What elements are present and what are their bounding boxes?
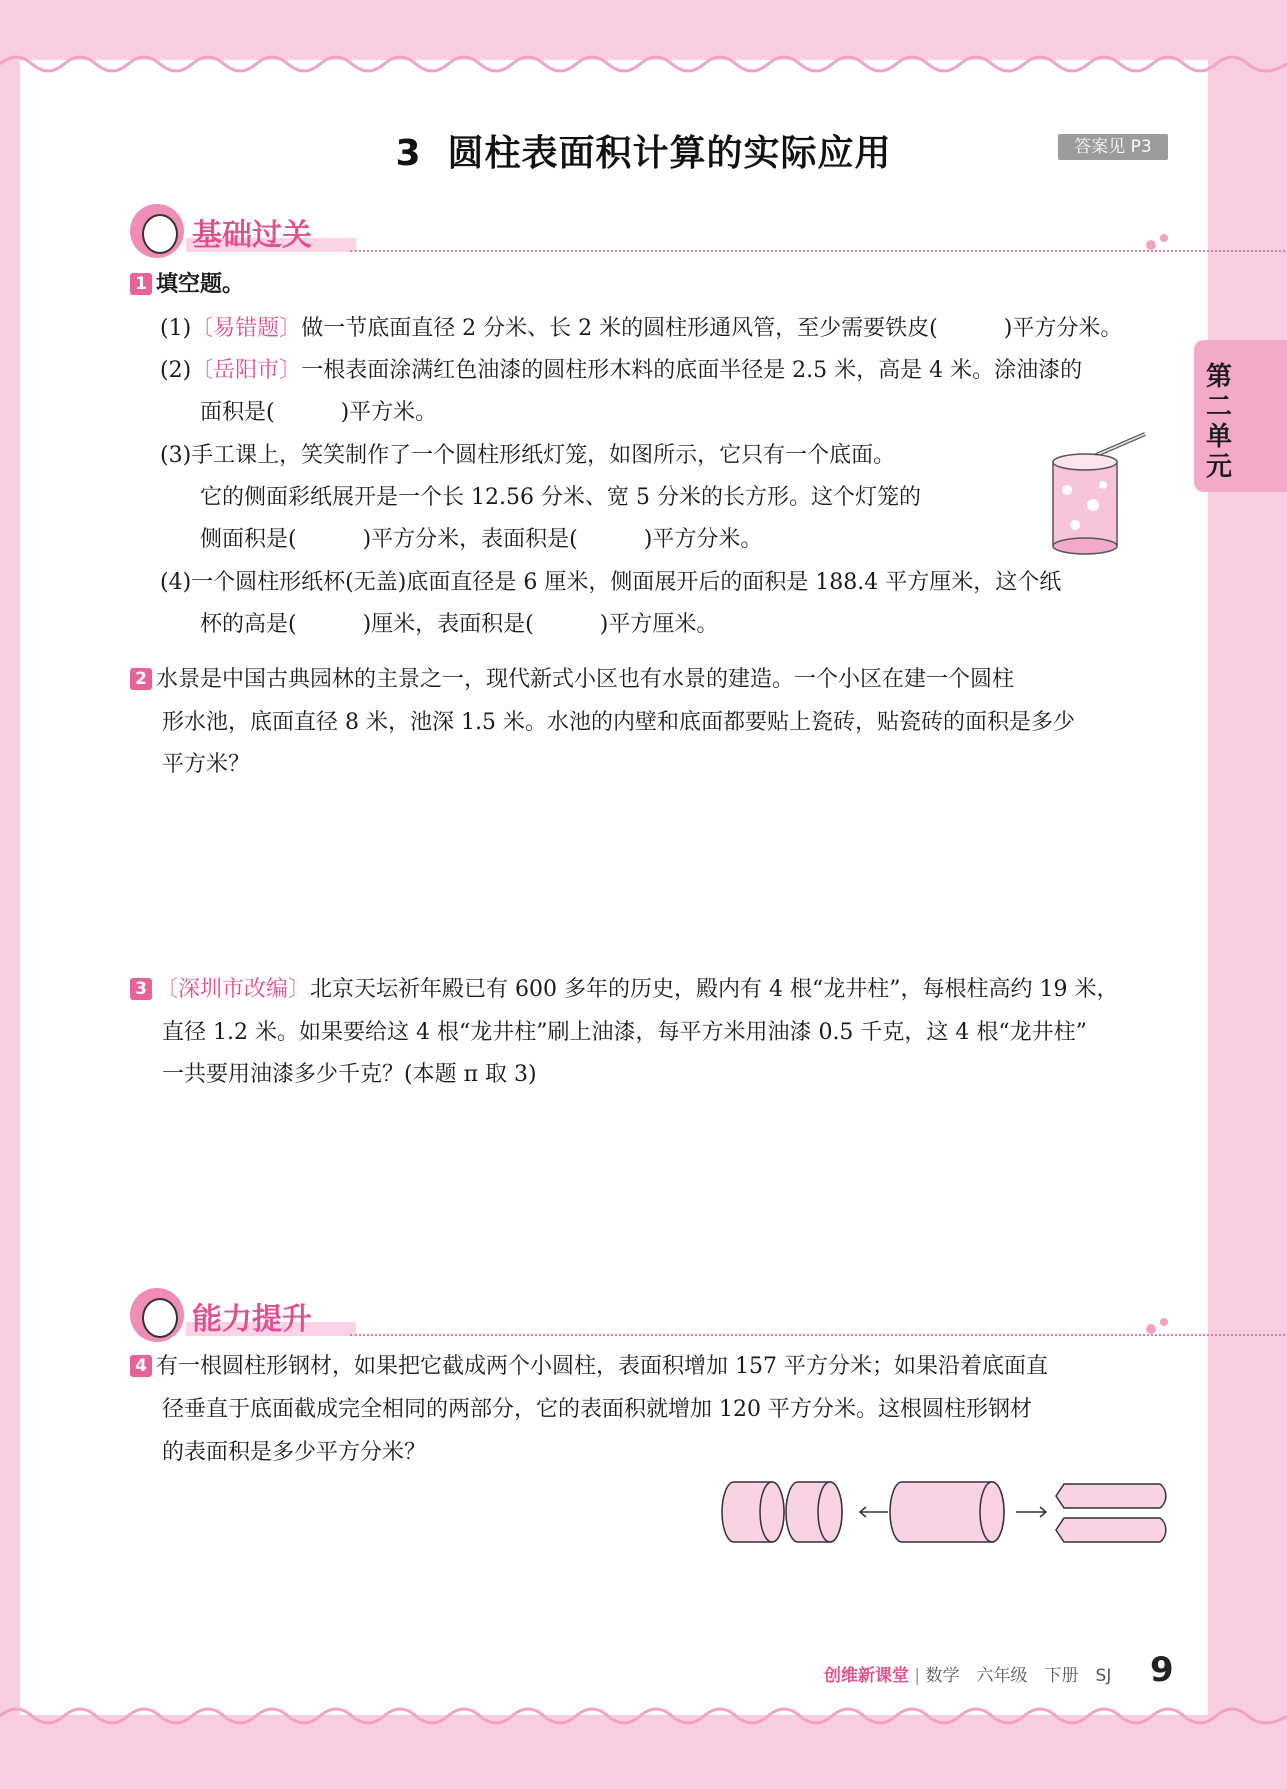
question-1-part-3-line2: 它的侧面彩纸展开是一个长 12.56 分米、宽 5 分米的长方形。这个灯笼的: [200, 485, 921, 510]
source-tag: 〔深圳市改编〕: [156, 977, 311, 1002]
section-label: 基础过关: [192, 218, 312, 253]
question-3-line3: 一共要用油漆多少千克？(本题 π 取 3): [162, 1062, 537, 1087]
question-4-line3: 的表面积是多少平方分米？: [162, 1440, 427, 1465]
decor-dot: [1160, 234, 1168, 242]
question-1-heading: [130, 270, 244, 300]
question-4-line1: [130, 1352, 1048, 1382]
source-tag: 〔易错题〕: [191, 316, 302, 341]
question-1-part-4-line1: (4)一个圆柱形纸杯(无盖)底面直径是 6 厘米，侧面展开后的面积是 188.4 平方厘米，这个纸: [160, 570, 1062, 595]
paper-lantern-illustration: [1045, 430, 1155, 555]
answer-reference-badge: 答案见 P3: [1058, 134, 1168, 160]
section-header-advanced: [130, 1288, 1170, 1348]
boy-avatar-icon: [130, 1288, 184, 1342]
bottom-wave-border: [0, 1696, 1287, 1736]
book-info: 数学 六年级 下册 SJ: [925, 1666, 1112, 1686]
tab-char: 元: [1205, 452, 1232, 482]
dotted-divider: [350, 250, 1285, 252]
source-tag: 〔岳阳市〕: [191, 358, 302, 383]
section-number: 3: [395, 133, 422, 174]
page-footer: 创维新课堂 | 数学 六年级 下册 SJ: [824, 1666, 1112, 1686]
tab-char: 二: [1205, 392, 1232, 422]
question-2-line2: 形水池，底面直径 8 米，池深 1.5 米。水池的内壁和底面都要贴上瓷砖，贴瓷砖的面积是多少: [162, 710, 1075, 735]
question-1-part-3-line1: (3)手工课上，笑笑制作了一个圆柱形纸灯笼，如图所示，它只有一个底面。: [160, 443, 896, 468]
cylinder-cutting-diagram: [720, 1478, 1170, 1546]
part-text: 做一节底面直径 2 分米、长 2 米的圆柱形通风管，至少需要铁皮( )平方分米。: [301, 316, 1123, 341]
decor-dot: [1160, 1318, 1168, 1326]
question-2-line3: 平方米？: [162, 752, 251, 777]
question-3-line1: [130, 975, 1118, 1005]
title-text: 圆柱表面积计算的实际应用: [447, 133, 892, 174]
part-prefix: (1): [160, 316, 192, 341]
question-number-badge: 4: [130, 1355, 152, 1377]
question-text: 北京天坛祈年殿已有 600 多年的历史，殿内有 4 根“龙井柱”，每根柱高约 19 米，: [310, 977, 1119, 1002]
question-1-part-3-line3: 侧面积是( )平方分米，表面积是( )平方分米。: [200, 527, 763, 552]
decor-dot: [1146, 240, 1156, 250]
question-number-badge: 3: [130, 978, 152, 1000]
question-2-line1: [130, 665, 1014, 695]
dotted-divider: [350, 1334, 1285, 1336]
top-wave-border: [0, 44, 1287, 84]
question-text: 有一根圆柱形钢材，如果把它截成两个小圆柱，表面积增加 157 平方分米；如果沿着底面直: [156, 1354, 1048, 1379]
question-number-badge: 2: [130, 668, 152, 690]
part-text: 一根表面涂满红色油漆的圆柱形木料的底面半径是 2.5 米，高是 4 米。涂油漆的: [301, 358, 1083, 383]
part-prefix: (2): [160, 358, 192, 383]
question-text: 水景是中国古典园林的主景之一，现代新式小区也有水景的建造。一个小区在建一个圆柱: [156, 667, 1015, 692]
section-header-basic: [130, 204, 1170, 264]
girl-avatar-icon: [130, 204, 184, 258]
question-1-part-2: [160, 356, 1082, 386]
question-4-line2: 径垂直于底面截成完全相同的两部分，它的表面积就增加 120 平方分米。这根圆柱形钢材: [162, 1397, 1032, 1422]
section-label: 能力提升: [192, 1302, 312, 1337]
brand-name: 创维新课堂: [824, 1666, 909, 1686]
question-number-badge: 1: [130, 273, 152, 295]
tab-char: 单: [1205, 422, 1232, 452]
tab-char: 第: [1205, 362, 1232, 392]
question-1-part-1: [160, 314, 1122, 344]
question-1-part-2-cont: 面积是( )平方米。: [200, 400, 438, 425]
page-number: 9: [1150, 1650, 1174, 1690]
side-tab-label: [1204, 362, 1234, 482]
question-title: 填空题。: [156, 272, 245, 297]
unit-side-tab: [1194, 340, 1287, 492]
question-3-line2: 直径 1.2 米。如果要给这 4 根“龙井柱”刷上油漆，每平方米用油漆 0.5 千克，这 4 根“龙井柱”: [162, 1020, 1087, 1045]
decor-dot: [1146, 1324, 1156, 1334]
question-1-part-4-line2: 杯的高是( )厘米，表面积是( )平方厘米。: [200, 612, 719, 637]
